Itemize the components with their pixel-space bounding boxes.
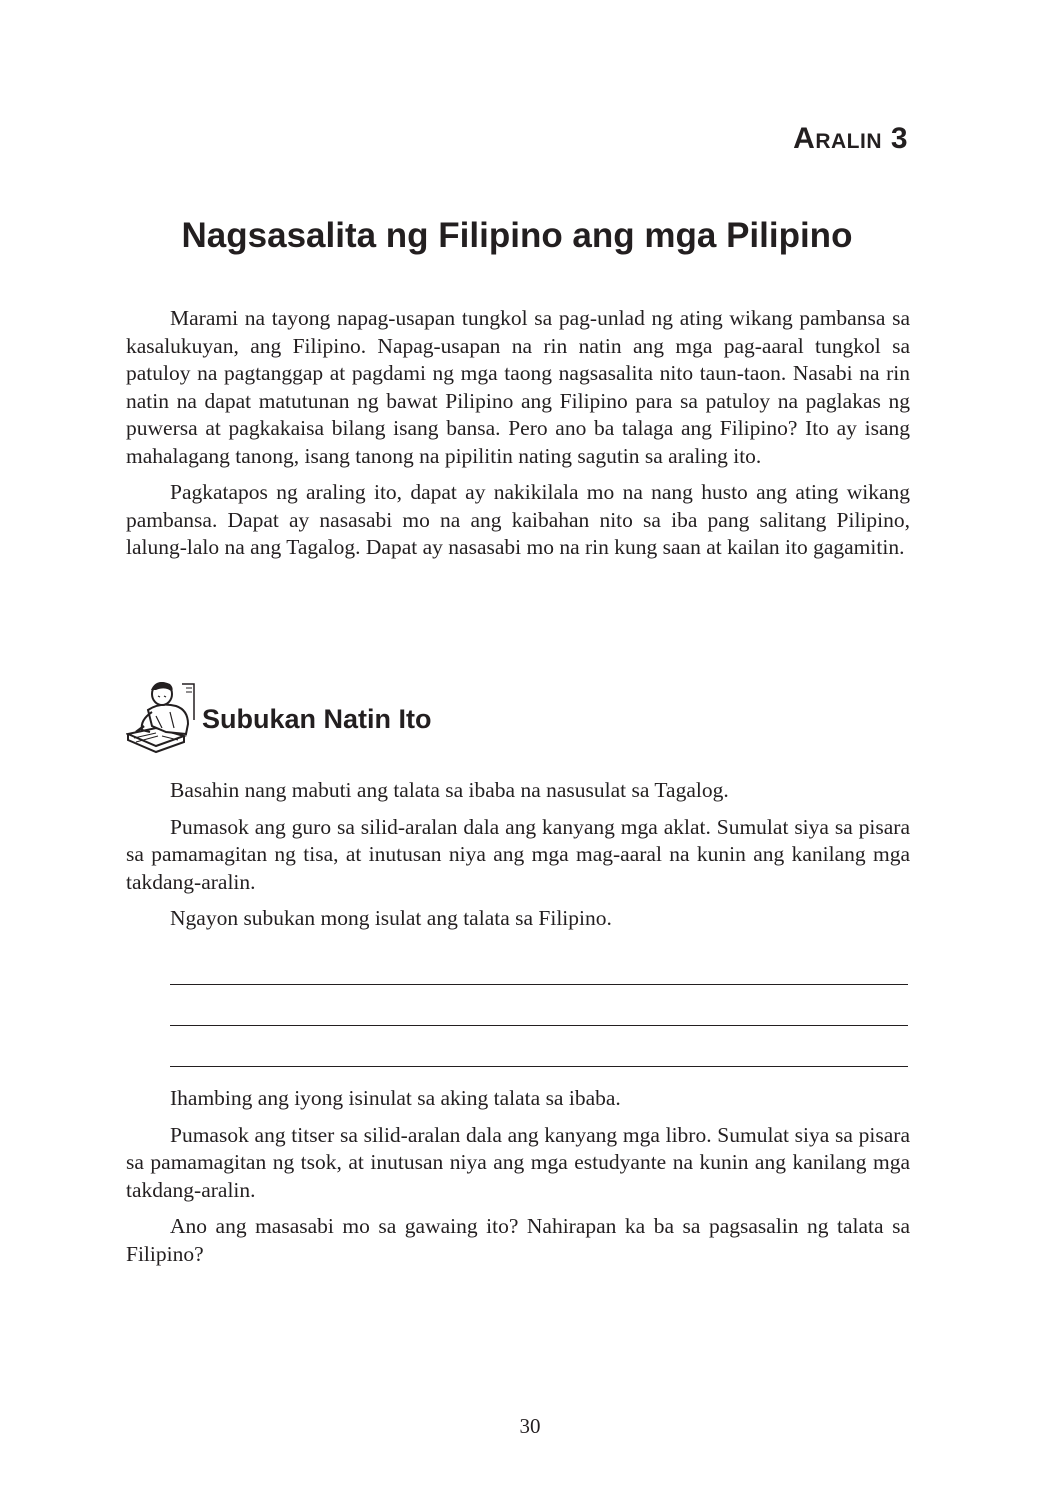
answer-blank-line[interactable] xyxy=(170,1025,908,1026)
intro-paragraph: Pagkatapos ng araling ito, dapat ay nakikilala mo na nang husto ang ating wikang pambansa. Dapat ay nasasabi mo na ang kaibahan nito sa iba pang salitang Pilipino, lalung-lalo na ang Tagalog. Dapat ay nasasabi mo na rin kung saan at kailan ito gagamitin. xyxy=(126,480,910,559)
compare-section xyxy=(126,1085,910,1277)
section-title: Subukan Natin Ito xyxy=(202,704,432,734)
answer-blank-line[interactable] xyxy=(170,1066,908,1067)
intro-section xyxy=(126,305,910,571)
intro-paragraph: Marami na tayong napag-usapan tungkol sa pag-unlad ng ating wikang pambansa sa kasalukuyan, ang Filipino. Napag-usapan na rin natin ang mga pag-aaral tungkol sa patuloy na pagtanggap at pagdami ng mga taong nagsasalita nito taun-taon. Nasabi na rin natin na dapat matutunan ng bawat Pilipino ang Filipino para sa patuloy na paglakas ng puwersa at pagkakaisa bilang isang bansa. Pero ano ba talaga ang Filipino? Ito ay isang mahalagang tanong, isang tanong na pipilitin nating sagutin sa araling ito. xyxy=(126,306,910,468)
section-heading xyxy=(126,676,726,760)
student-writing-icon xyxy=(126,676,196,758)
page-title: Nagsasalita ng Filipino ang mga Pilipino xyxy=(181,216,853,255)
exercise-paragraph: Pumasok ang guro sa silid-aralan dala ang kanyang mga aklat. Sumulat siya sa pisara sa pamamagitan ng tisa, at inutusan niya ang mga mag-aaral na kunin ang kanilang mga takdang-aralin. xyxy=(126,814,910,894)
compare-paragraph: Ano ang masasabi mo sa gawaing ito? Nahirapan ka ba sa pagsasalin ng talata sa Filipino? xyxy=(126,1214,910,1266)
page-number: 30 xyxy=(519,1414,541,1438)
exercise-paragraph: Ngayon subukan mong isulat ang talata sa Filipino. xyxy=(170,906,612,930)
exercise-section xyxy=(126,777,910,942)
exercise-paragraph: Basahin nang mabuti ang talata sa ibaba na nasusulat sa Tagalog. xyxy=(170,778,729,802)
answer-blank-line[interactable] xyxy=(170,984,908,985)
lesson-label: Aralin 3 xyxy=(793,122,908,155)
compare-paragraph: Ihambing ang iyong isinulat sa aking talata sa ibaba. xyxy=(170,1086,621,1110)
compare-paragraph: Pumasok ang titser sa silid-aralan dala ang kanyang mga libro. Sumulat siya sa pisara sa pamamagitan ng tsok, at inutusan niya ang mga estudyante na kunin ang kanilang mga takdang-aralin. xyxy=(126,1122,910,1202)
